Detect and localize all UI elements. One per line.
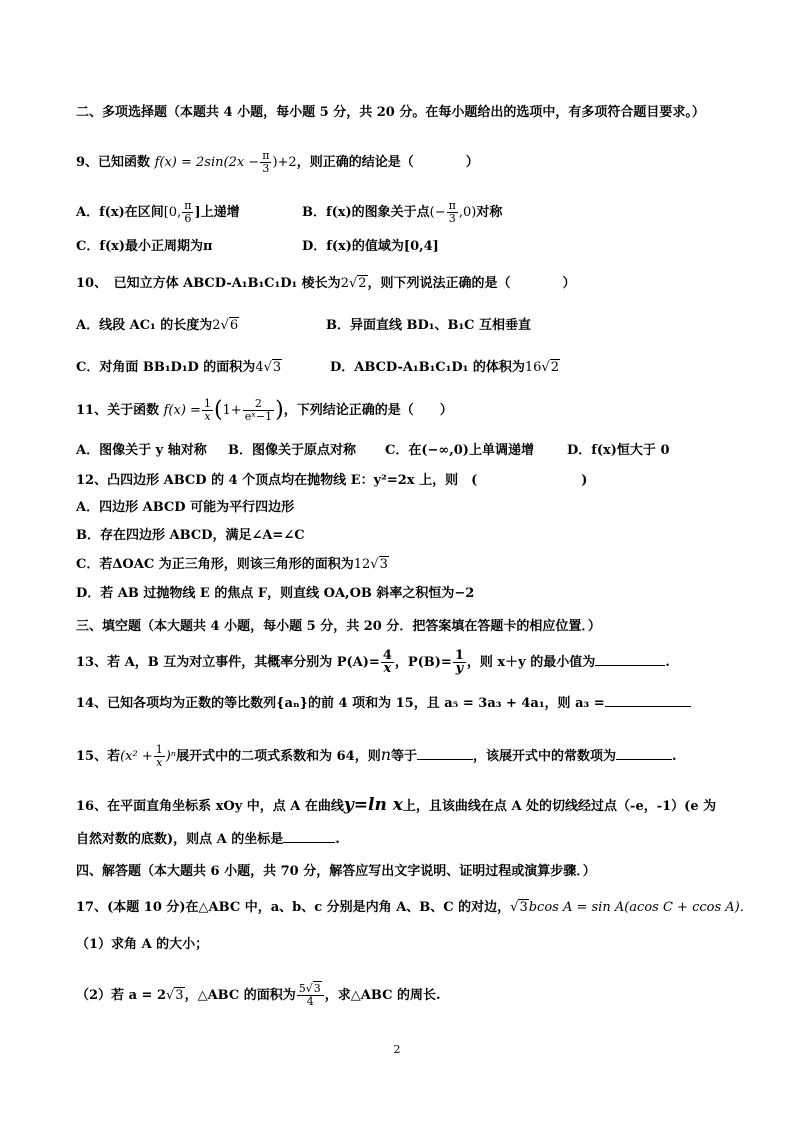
question-11-stem: 11、关于函数 f(x) = $\frac{1}{x}$ (1+ $\frac{2}{\text{eˣ−1}}$ )，下列结论正确的是（ ） xyxy=(76,397,453,423)
question-16-line-1: 16、在平面直角坐标系 xOy 中，点 A 在曲线y=ln x上，且该曲线在点 A 处的切线经过点（-e，-1）(e 为 xyxy=(76,795,717,815)
question-10-stem: 10、 已知立方体 ABCD-A₁B₁C₁D₁ 棱长为2√2，则下列说法正确的是（ ） xyxy=(76,276,576,291)
section-2-heading: 二、多项选择题（本题共 4 小题，每小题 5 分，共 20 分。在每小题给出的选项中，有多项符合题目要求。） xyxy=(76,105,705,120)
answer-blank[interactable] xyxy=(595,665,665,666)
question-12-option-b: B．存在四边形 ABCD，满足∠A=∠C xyxy=(76,528,305,543)
question-12-stem: 12、凸四边形 ABCD 的 4 个顶点均在抛物线 E：y²=2x 上，则 ( ) xyxy=(76,473,588,488)
question-14: 14、已知各项均为正数的等比数列{aₙ}的前 4 项和为 15，且 a₅ = 3a₃ + 4a₁，则 a₃ = xyxy=(76,694,691,714)
question-15: 15、若(x² + $\frac{1}{x}$ )ⁿ展开式中的二项式系数和为 64，则n等于 ，该展开式中的常数项为 . xyxy=(76,743,677,769)
question-10-option-a: A．线段 AC₁ 的长度为2√6 xyxy=(76,318,239,333)
question-13: 13、若 A，B 互为对立事件，其概率分别为 P(A)= $\frac{4}{x}$ ，P(B)= $\frac{1}{y}$ ，则 x＋y 的最小值为 . xyxy=(76,648,670,676)
question-9-option-b: B．f(x)的图象关于点(− $\frac{\pi}{3}$ ,0)对称 xyxy=(302,199,503,225)
answer-blank[interactable] xyxy=(605,706,691,707)
answer-blank[interactable] xyxy=(283,842,335,843)
question-10-option-c: C．对角面 BB₁D₁D 的面积为4√3 xyxy=(76,360,282,375)
question-12-option-a: A．四边形 ABCD 可能为平行四边形 xyxy=(76,500,295,515)
question-9-stem: 9、已知函数 f(x) = 2sin(2x − $\frac{\pi}{3}$ )+2，则正确的结论是（ ） xyxy=(76,149,479,175)
section-3-heading: 三、填空题（本大题共 4 小题，每小题 5 分，共 20 分．把答案填在答题卡的相应位置．） xyxy=(76,619,601,634)
question-11-option-d: D．f(x)恒大于 0 xyxy=(567,443,670,458)
question-12-option-c: C．若ΔOAC 为正三角形，则该三角形的面积为12√3 xyxy=(76,557,388,572)
question-16-line-2: 自然对数的底数)，则点 A 的坐标是 . xyxy=(76,832,340,847)
question-17-part-1: （1）求角 A 的大小； xyxy=(76,937,209,952)
question-10-option-d: D．ABCD-A₁B₁C₁D₁ 的体积为16√2 xyxy=(330,360,559,375)
answer-blank[interactable] xyxy=(417,759,473,760)
question-11-option-b: B．图像关于原点对称 xyxy=(228,443,356,458)
question-9-option-a: A．f(x)在区间[0, $\frac{\pi}{6}$ ]上递增 xyxy=(76,199,240,225)
question-17-part-2: （2）若 a = 2√3，△ABC 的面积为 $\frac{5√3}{4}$ ，求△ABC 的周长. xyxy=(76,982,441,1008)
fraction: $\frac{\pi}{3}$ xyxy=(262,149,270,175)
question-9-option-d: D．f(x)的值域为[0,4] xyxy=(302,239,439,254)
question-11-option-a: A．图像关于 y 轴对称 xyxy=(76,443,207,458)
question-12-option-d: D．若 AB 过抛物线 E 的焦点 F，则直线 OA,OB 斜率之积恒为−2 xyxy=(76,586,475,601)
section-4-heading: 四、解答题（本大题共 6 小题，共 70 分，解答应写出文字说明、证明过程或演算步骤．） xyxy=(76,864,596,879)
answer-blank[interactable] xyxy=(616,759,672,760)
question-9-option-c: C．f(x)最小正周期为π xyxy=(76,239,213,254)
question-17-stem: 17、(本题 10 分)在△ABC 中，a、b、c 分别是内角 A、B、C 的对边，√3bcos A = sin A(acos C + ccos A)． xyxy=(76,900,753,915)
question-11-option-c: C．在(−∞,0)上单调递增 xyxy=(385,443,534,458)
question-10-option-b: B．异面直线 BD₁、B₁C 互相垂直 xyxy=(326,318,532,333)
page-number: 2 xyxy=(393,1043,401,1056)
